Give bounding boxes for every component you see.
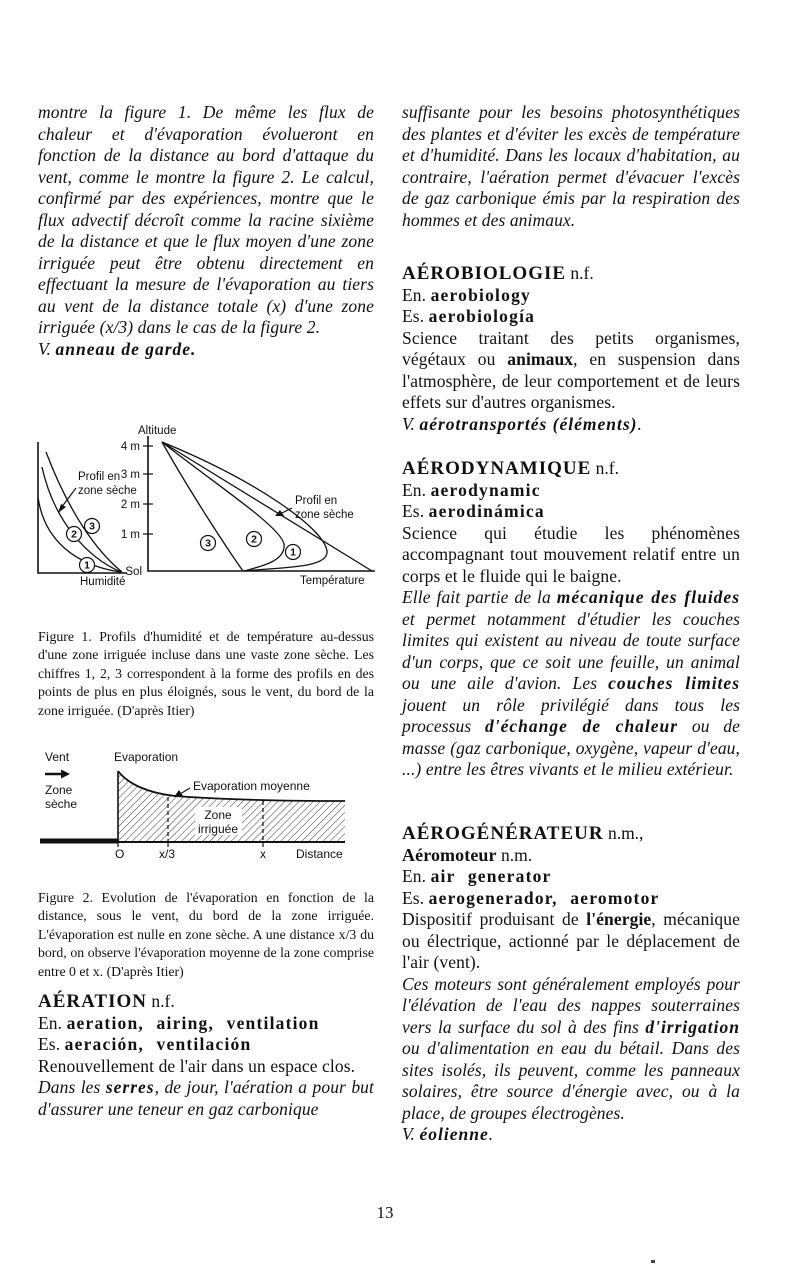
irrigated-zone-label-2: irriguée [197,822,239,836]
english-terms: aerobiology [430,284,531,305]
entry-aeration [38,991,374,1120]
figure-2-evaporation-diagram [38,744,353,866]
cross-reference: V. aérotransportés (éléments). [402,413,642,434]
arrow-head [58,504,66,513]
x-axis-label-distance: Distance [296,847,343,861]
curve-2-badge: 2 [71,528,77,541]
headword: AÉROGÉNÉRATEUR [402,823,604,844]
english-terms: aeration, airing, ventilation [66,1012,320,1033]
intro-text: montre la figure 1. De même les flux de chaleur et d'évaporation évolueront en fonction de la distance au bord d'attaque du vent, comme le montre la figure 2. Le calcul, confirmé par des expériences, montre que le flux advectif décroît comme la racine sixième de la distance et que le flux moyen d'une zone irriguée peut être obtenu directement en effectuant la mesure de l'évaporation au tiers au vent de la distance totale (x) d'une zone irriguée (x/3) dans le cas de la figure 2. [38,102,374,337]
english-line: En. aeration, airing, ventilation [38,1012,320,1033]
spanish-terms: aeración, ventilación [64,1034,252,1054]
usage-note: Ces moteurs sont généralement employés pour l'élévation de l'eau des nappes souterraines vers la surface du sol à des fins d'irrigation ou d'alimentation en eau du bétail. Dans des sites isolés, ils peuvent, comme les panneaux solaires, être source d'énergie avec, ou à la place, de groupes électrogènes. [402,973,740,1123]
entry-headword-line [402,823,740,845]
tick-origin: O [115,847,125,861]
cross-reference: V. éolienne. [402,1124,494,1144]
wind-label: Vent [45,750,70,764]
english-line: En. air generator [402,866,552,886]
part-of-speech: n.f. [591,458,619,478]
curve-3-badge-right: 3 [205,537,211,550]
curve-1-badge: 1 [84,559,90,572]
page-number: 13 [376,1203,394,1222]
entry-headword-line [402,263,740,285]
entry-headword-line [402,458,740,480]
headword-variant: Aéromoteur [402,844,497,865]
spanish-line: Es. aerodinámica [402,501,545,521]
english-terms: air generator [430,866,552,886]
tick-4m: 4 m [120,441,140,453]
curve-2-badge-right: 2 [251,533,257,546]
spanish-line: Es. aerobiología [402,306,536,326]
curve-1-badge-right: 1 [290,546,296,559]
entry-headword-line-2 [402,845,740,867]
tick-x: x [260,847,266,861]
dry-zone-label-2: sèche [45,797,78,811]
profile-label-left-2: zone sèche [78,485,137,497]
origin-label-sol: Sol [125,566,142,578]
tick-3m: 3 m [120,469,140,481]
english-terms: aerodynamic [430,479,541,500]
tick-x-third: x/3 [159,847,176,861]
spanish-terms: aerodinámica [428,501,545,521]
scan-speck [651,1260,655,1263]
tick-1m: 1 m [120,529,140,541]
mean-evaporation-label: Evaporation moyenne [193,779,310,793]
entry-headword-line [38,991,374,1013]
dry-zone-label-1: Zone [45,783,73,797]
left-intro-paragraph [38,102,374,360]
part-of-speech: n.f. [566,263,594,283]
english-line: En. aerobiology [402,284,531,305]
definition: Science qui étudie les phénomènes accompagnant tout mouvement relatif entre un corps et le fluide qui le baigne. [402,522,740,586]
figure-2-caption: Figure 2. Evolution de l'évaporation en fonction de la distance, sous le vent, du bord de la zone irriguée. L'évaporation est nulle en zone sèche. A une distance x/3 du bord, on observe l'évaporation moyenne de la zone comprise entre 0 et x. (D'après Itier) [38,890,374,979]
spanish-terms: aerogenerador, aeromotor [428,887,660,908]
definition: Renouvellement de l'air dans un espace clos. [38,1055,356,1076]
headword: AÉRODYNAMIQUE [402,458,592,479]
right-intro-paragraph: suffisante pour les besoins photosynthétiques des plantes et d'éviter les excès de température et d'humidité. Dans les locaux d'habitation, au contraire, l'aération permet d'évacuer l'excès de gaz carbonique émis par la respiration des hommes et des animaux. [402,102,740,230]
curve-3-badge: 3 [89,520,95,533]
spanish-line: Es. aerogenerador, aeromotor [402,887,660,908]
tick-2m: 2 m [120,499,140,511]
humidity-axes [38,442,127,573]
entry-aerodynamique [402,458,740,781]
headword: AÉRATION [38,991,147,1012]
profile-label-right-2: zone sèche [295,509,354,521]
cross-reference: V. anneau de garde. [38,338,197,359]
part-of-speech: n.f. [147,991,175,1011]
profile-label-right-1: Profil en [295,495,338,507]
definition: Science traitant des petits organismes, végétaux ou animaux, en suspension dans l'atmosphère, de leur comportement et de leurs effets sur d'autres organismes. [402,327,740,412]
english-line: En. aerodynamic [402,479,541,500]
headword: AÉROBIOLOGIE [402,263,567,284]
x-axis-label-humidity: Humidité [80,576,126,588]
entry-aerogenerateur [402,823,740,1146]
figure-1-caption: Figure 1. Profils d'humidité et de température au-dessus d'une zone irriguée incluse dans une vaste zone sèche. Les chiffres 1, 2, 3 correspondent à la forme des profils en des points de plus en plus éloignés, sous le vent, du bord de la zone irriguée. (D'après Itier) [38,629,374,718]
irrigated-zone-label-1: Zone [204,808,232,822]
definition: Dispositif produisant de l'énergie, mécanique ou électrique, actionné par le déplacement de l'air (vent). [402,909,740,972]
spanish-line: Es. aeración, ventilación [38,1034,252,1054]
usage-note: Dans les serres, de jour, l'aération a pour but d'assurer une teneur en gaz carbonique [38,1077,374,1119]
part-of-speech: n.m. [496,844,533,865]
wind-arrow-head [61,770,70,779]
figure-1-profiles-diagram [30,422,382,600]
part-of-speech: n.m., [603,823,644,843]
y-axis-label-altitude: Altitude [138,425,177,437]
spanish-terms: aerobiología [428,306,536,326]
x-axis-label-temperature: Température [300,575,365,587]
usage-note: Elle fait partie de la mécanique des fluides et permet notamment d'étudier les couches limites qui existent au niveau de toute surface d'un corps, que ce soit une feuille, un animal ou une aile d'avion. Les couches limites jouent un rôle privilégié dans tous les processus d'échange de chaleur ou de masse (gaz carbonique, oxygène, vapeur d'eau, ...) entre les êtres vivants et le milieu extérieur. [402,587,741,779]
evaporation-label: Evaporation [114,750,179,764]
entry-aerobiologie [402,263,740,435]
profile-label-left-1: Profil en [78,471,121,483]
